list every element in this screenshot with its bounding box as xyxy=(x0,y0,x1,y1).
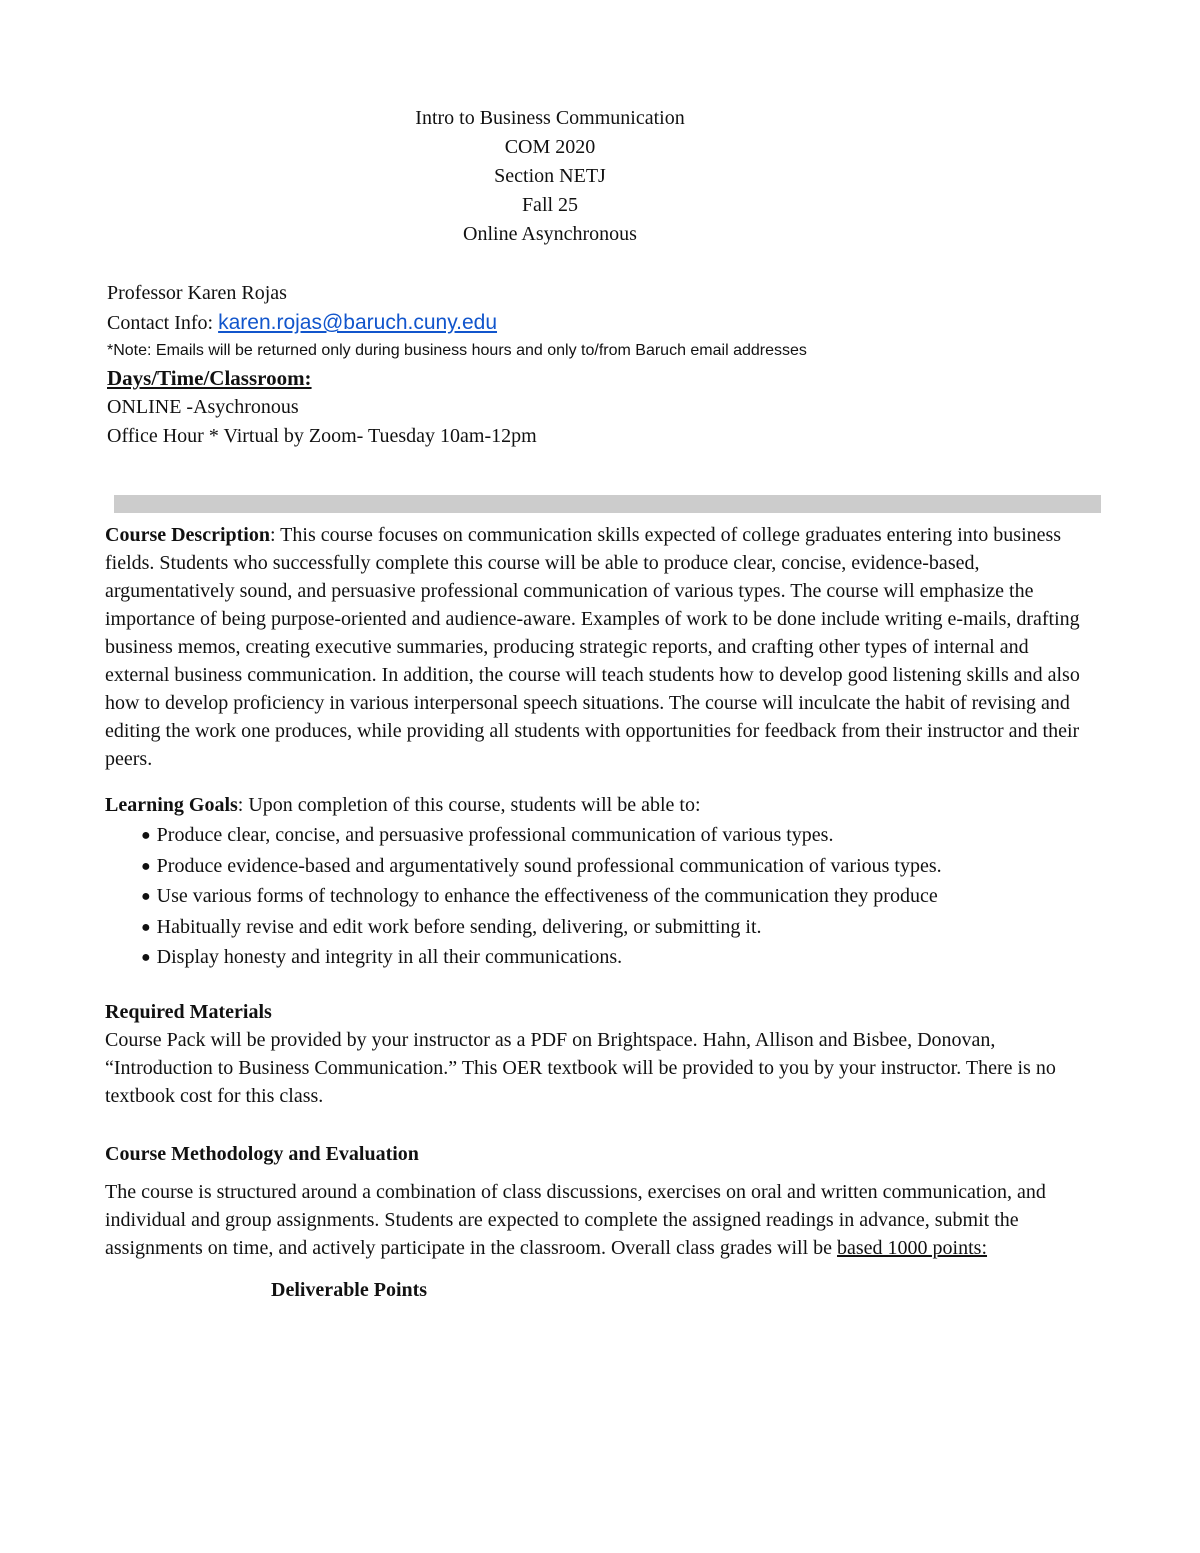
course-header xyxy=(300,104,800,249)
bullet-icon: ● xyxy=(141,857,151,875)
deliverable-points-heading: Deliverable Points xyxy=(271,1278,428,1301)
contact-label: Contact Info: xyxy=(107,312,219,334)
office-hour: Office Hour * Virtual by Zoom- Tuesday 10am-12pm xyxy=(107,425,537,447)
syllabus-body xyxy=(105,521,1095,1304)
section-divider xyxy=(114,495,1101,513)
course-term: Fall 25 xyxy=(521,194,579,216)
bullet-icon: ● xyxy=(141,888,151,905)
list-item: ● Use various forms of technology to enhance the effectiveness of the communication they produce xyxy=(141,882,1021,913)
professor-name: Professor Karen Rojas xyxy=(107,282,287,304)
bullet-icon: ● xyxy=(141,918,151,936)
email-note: *Note: Emails will be returned only during business hours and only to/from Baruch email addresses xyxy=(107,342,807,359)
learning-goals-label: Learning Goals xyxy=(105,794,238,816)
course-description-text: : This course focuses on communication skills expected of college graduates entering into business fields. Students who successfully complete this course will be able to produce clear, concise, evidence-based, argumentatively sound, and persuasive professional communication of various types. The course will emphasize the importance of being purpose-oriented and audience-aware. Examples of work to be done include writing e-mails, drafting business memos, creating executive summaries, producing strategic reports, and crafting other types of internal and external business communication. In addition, the course will teach students how to develop good listening skills and also how to develop proficiency in various interpersonal speech situations. The course will inculcate the habit of revising and editing the work one produces, while providing all students with opportunities for feedback from their instructor and their peers. xyxy=(105,524,1080,770)
schedule-mode: ONLINE -Asychronous xyxy=(107,396,299,418)
list-item: ● Produce evidence-based and argumentatively sound professional communication of various types. xyxy=(141,852,1021,883)
points-basis: based 1000 points: xyxy=(837,1236,988,1259)
course-section: Section NETJ xyxy=(494,165,606,187)
methodology-heading: Course Methodology and Evaluation xyxy=(105,1142,419,1165)
methodology-text: The course is structured around a combination of class discussions, exercises on oral and written communication, and individual and group assignments. Students are expected to complete the assigned readings in advance, submit the assignments on time, and actively participate in the classroom. Overall class grades will be based 1000 points: xyxy=(105,1180,1046,1259)
bullet-icon: ● xyxy=(141,949,151,966)
learning-goals xyxy=(105,791,1095,819)
email-link[interactable]: karen.rojas@baruch.cuny.edu xyxy=(218,311,498,334)
days-time-classroom-heading: Days/Time/Classroom: xyxy=(107,366,312,390)
required-materials-text: Course Pack will be provided by your instructor as a PDF on Brightspace. Hahn, Allison and Bisbee, Donovan, “Introduction to Business Communication.” This OER textbook will be provided to you by your instructor. There is no textbook cost for this class. xyxy=(105,1028,1056,1107)
professor-info xyxy=(107,279,1107,451)
contact-line xyxy=(107,308,1107,338)
list-item: ● Produce clear, concise, and persuasive professional communication of various types. xyxy=(141,821,1021,852)
required-materials-heading: Required Materials xyxy=(105,1000,272,1023)
bullet-icon: ● xyxy=(141,827,151,844)
learning-goals-list xyxy=(105,821,1021,974)
list-item: ● Habitually revise and edit work before sending, delivering, or submitting it. xyxy=(141,913,1021,944)
course-description-label: Course Description xyxy=(105,524,270,546)
course-modality: Online Asynchronous xyxy=(463,223,637,245)
learning-goals-intro: : Upon completion of this course, students will be able to: xyxy=(237,794,701,816)
course-description xyxy=(105,521,1095,773)
course-title: Intro to Business Communication xyxy=(415,107,685,129)
course-code: COM 2020 xyxy=(504,136,596,158)
list-item: ● Display honesty and integrity in all their communications. xyxy=(141,943,1021,974)
